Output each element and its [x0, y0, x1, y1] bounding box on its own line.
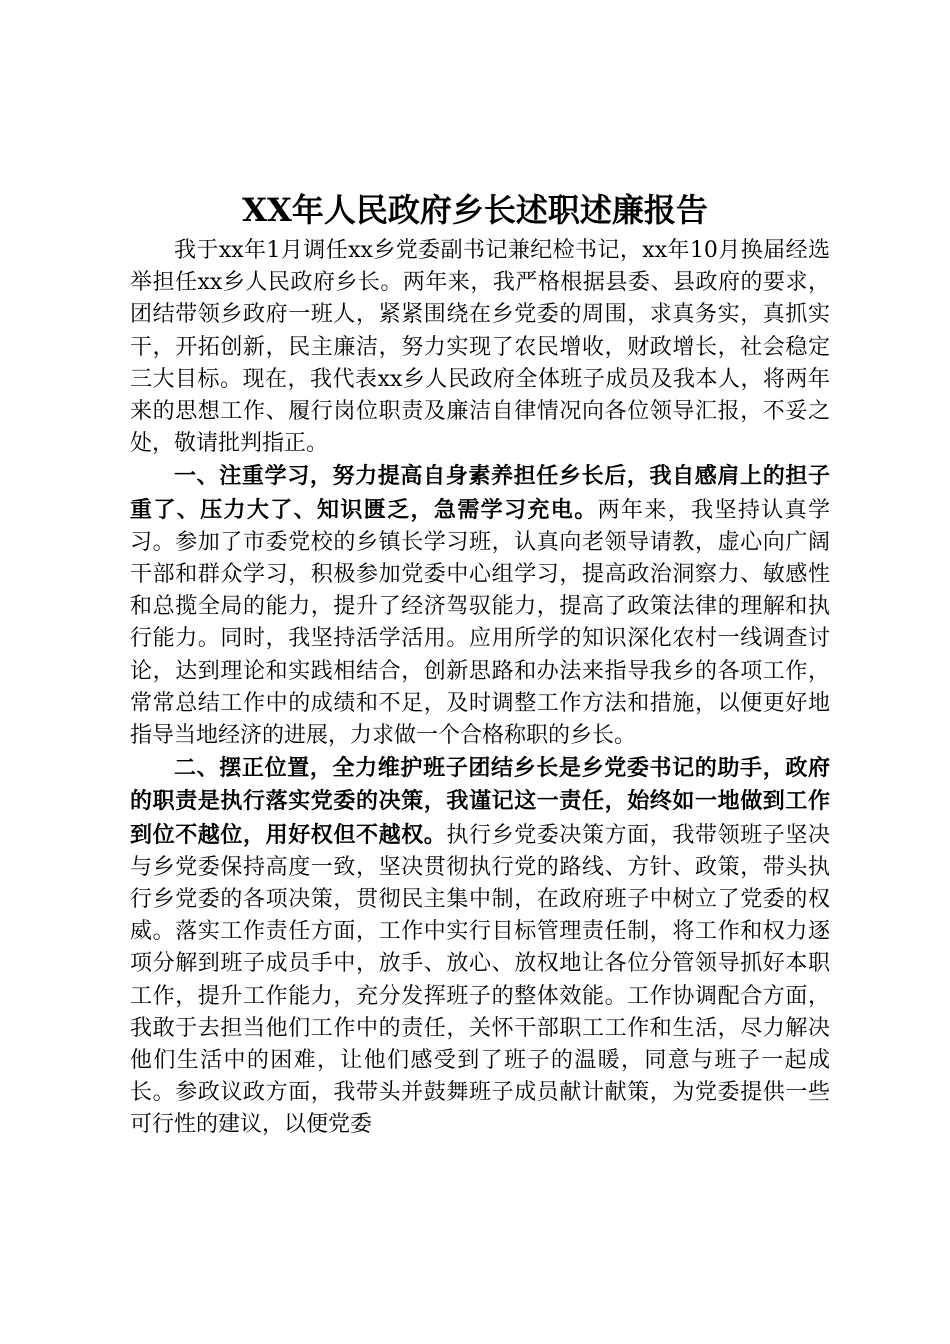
- paragraph-section-1: [130, 460, 830, 752]
- paragraph-intro-text: 我于xx年1月调任xx乡党委副书记兼纪检书记，xx年10月换届经选举担任xx乡人民政府乡长。两年来，我严格根据县委、县政府的要求，团结带领乡政府一班人，紧紧围绕在乡党委的周围，求真务实，真抓实干，开拓创新，民主廉洁，努力实现了农民增收，财政增长，社会稳定三大目标。现在，我代表xx乡人民政府全体班子成员及我本人，将两年来的思想工作、履行岗位职责及廉洁自律情况向各位领导汇报，不妥之处，敬请批判指正。: [130, 238, 830, 457]
- document-body: [130, 235, 830, 1142]
- section-2-heading: 二、摆正位置，全力维护班子团结乡长是乡党委书记的助手，政府的职责是执行落实党委的决策，我谨记这一责任，始终如一地做到工作到位不越位，用好权但不越权。: [130, 755, 830, 848]
- section-1-text: 两年来，我坚持认真学习。参加了市委党校的乡镇长学习班，认真向老领导请教，虚心向广阔干部和群众学习，积极参加党委中心组学习，提高政治洞察力、敏感性和总揽全局的能力，提升了经济驾驭能力，提高了政策法律的理解和执行能力。同时，我坚持活学活用。应用所学的知识深化农村一线调查讨论，达到理论和实践相结合，创新思路和办法来指导我乡的各项工作，常常总结工作中的成绩和不足，及时调整工作方法和措施，以便更好地指导当地经济的进展，力求做一个合格称职的乡长。: [130, 497, 830, 749]
- document-title: XX年人民政府乡长述职述廉报告: [242, 191, 708, 229]
- section-2-text: 执行乡党委决策方面，我带领班子坚决与乡党委保持高度一致，坚决贯彻执行党的路线、方针、政策，带头执行乡党委的各项决策，贯彻民主集中制，在政府班子中树立了党委的权威。落实工作责任方面，工作中实行目标管理责任制，将工作和权力逐项分解到班子成员手中，放手、放心、放权地让各位分管领导抓好本职工作，提升工作能力，充分发挥班子的整体效能。工作协调配合方面，我敢于去担当他们工作中的责任，关怀干部职工工作和生活，尽力解决他们生活中的困难，让他们感受到了班子的温暖，同意与班子一起成长。参政议政方面，我带头并鼓舞班子成员献计献策，为党委提供一些可行性的建议，以便党委: [130, 822, 830, 1138]
- section-1-heading: 一、注重学习，努力提高自身素养担任乡长后，我自感肩上的担子重了、压力大了、知识匮乏，急需学习充电。: [130, 463, 830, 523]
- paragraph-intro: [130, 235, 830, 460]
- paragraph-section-2: [130, 752, 830, 1141]
